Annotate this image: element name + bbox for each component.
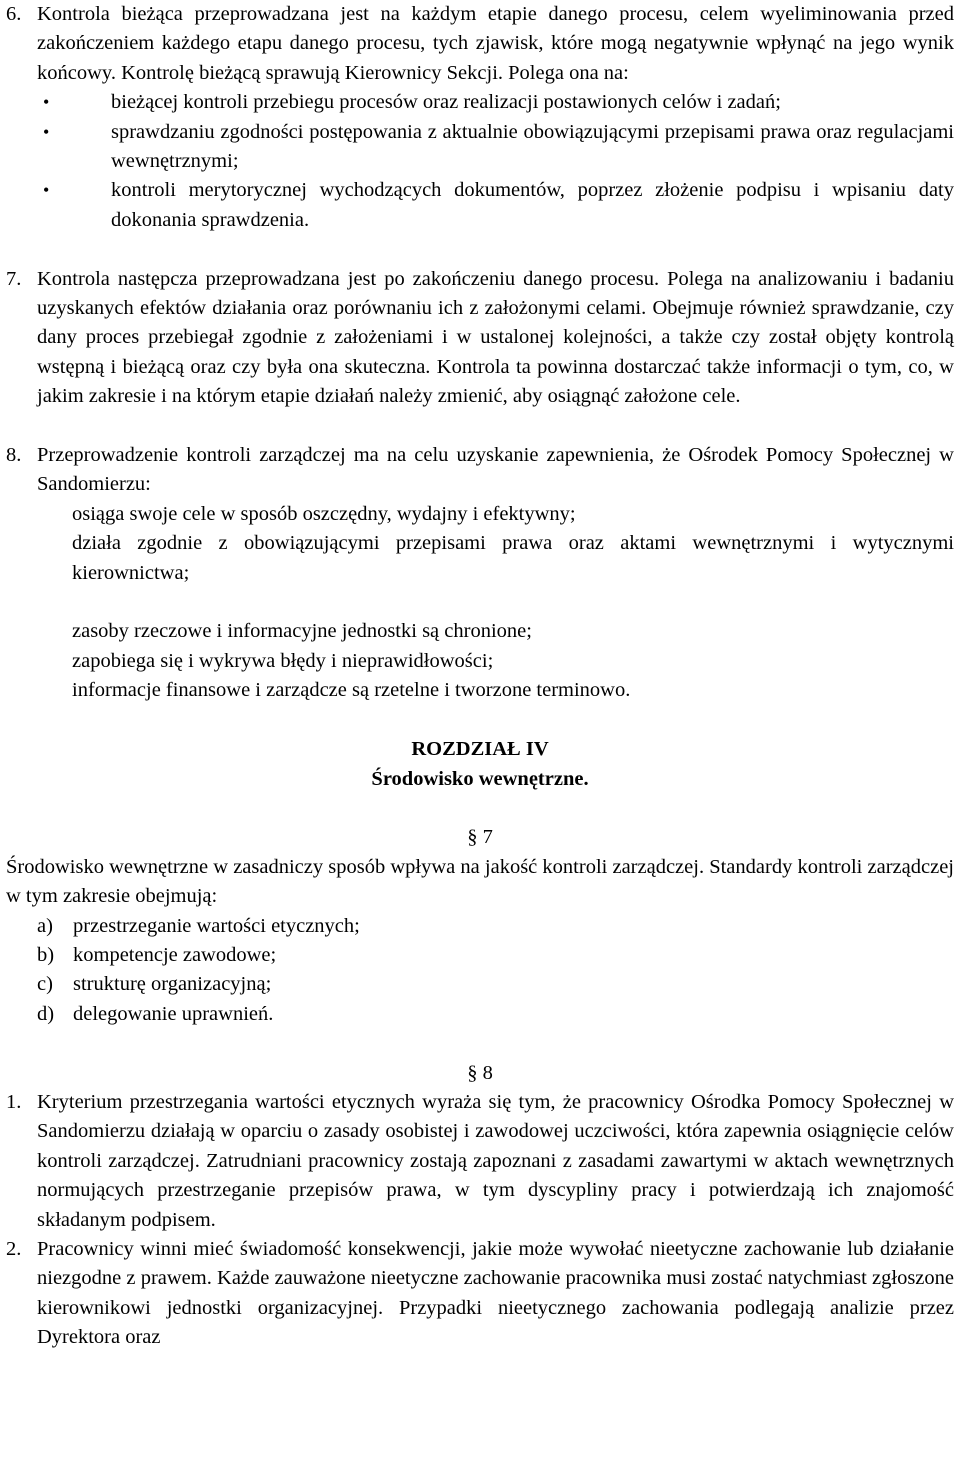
bullet-item	[37, 88, 954, 117]
spacer	[72, 588, 954, 617]
spacer	[6, 412, 954, 441]
item-7-text: Kontrola następcza przeprowadzana jest po zakończeniu danego procesu. Polega na analizowaniu i badaniu uzyskanych efektów działania oraz porównaniu ich z założonymi celami. Obejmuje również sprawdzanie, czy dany proces przebiegał zgodnie z założeniami i w ustalonej kolejności, a także czy został objęty kontrolą wstępną i bieżącą oraz czy była ona skuteczna. Kontrola ta powinna dostarczać także informacji o tym, co, w jakim zakresie i na którym etapie działań należy zmienić, aby osiągnąć założone cele.	[37, 267, 954, 408]
list-letter: c)	[37, 973, 53, 996]
standards-list	[6, 912, 954, 1030]
point-text: Pracownicy winni mieć świadomość konsekwencji, jakie może wywołać nieetyczne zachowanie lub działanie niezgodne z prawem. Każde zauważone nieetyczne zachowanie pracownika musi zostać natychmiast zgłoszone kierownikowi jednostki organizacyjnej. Przypadki nieetycznego zachowania podlegają analizie przez Dyrektora oraz	[37, 1237, 954, 1349]
list-item: osiąga swoje cele w sposób oszczędny, wydajny i efektywny;	[72, 502, 576, 525]
item-number: 8.	[6, 444, 22, 467]
list-letter: d)	[37, 1002, 55, 1025]
list-text: przestrzeganie wartości etycznych;	[73, 914, 360, 937]
list-item: informacje finansowe i zarządcze są rzetelne i tworzone terminowo.	[72, 679, 631, 702]
list-item	[6, 912, 954, 941]
list-item: zapobiega się i wykrywa błędy i nieprawidłowości;	[72, 649, 494, 672]
bullet-icon	[37, 88, 111, 117]
assurance-list	[6, 500, 954, 706]
item-8	[6, 441, 954, 500]
item-number: 2.	[6, 1237, 22, 1260]
item-6-intro: Kontrola bieżąca przeprowadzana jest na każdym etapie danego procesu, celem wyeliminowania przed zakończeniem każdego etapu danego procesu, tych zjawisk, które mogą negatywnie wpłynąć na jego wynik końcowy. Kontrolę bieżącą sprawują Kierownicy Sekcji. Polega ona na:	[37, 3, 954, 84]
bullet-text: sprawdzaniu zgodności postępowania z aktualnie obowiązującymi przepisami prawa oraz regulacjami wewnętrznymi;	[111, 120, 954, 173]
section-8-point-2	[6, 1235, 954, 1353]
list-item: działa zgodnie z obowiązującymi przepisami prawa oraz aktami wewnętrznymi i wytycznymi kierownictwa;	[72, 532, 954, 584]
section-7-text: Środowisko wewnętrzne w zasadniczy sposób wpływa na jakość kontroli zarządczej. Standardy kontroli zarządczej w tym zakresie obejmują:	[6, 855, 954, 908]
list-item: zasoby rzeczowe i informacyjne jednostki są chronione;	[72, 620, 532, 643]
list-item	[6, 1000, 954, 1029]
paragraph-mark: §	[467, 1061, 483, 1084]
list-letter: a)	[37, 914, 53, 937]
bullet-text: kontroli merytorycznej wychodzących dokumentów, poprzez złożenie podpisu i wpisaniu daty dokonania sprawdzenia.	[111, 179, 954, 231]
spacer	[6, 1029, 954, 1058]
chapter-title: ROZDZIAŁ IV	[411, 738, 549, 761]
list-item	[6, 970, 954, 999]
list-letter: b)	[37, 943, 55, 966]
list-item	[6, 941, 954, 970]
list-text: delegowanie uprawnień.	[73, 1002, 274, 1025]
chapter-subtitle: Środowisko wewnętrzne.	[371, 767, 589, 790]
point-text: Kryterium przestrzegania wartości etycznych wyraża się tym, że pracownicy Ośrodka Pomocy Społecznej w Sandomierzu działają w oparciu o zasady osobistej i zawodowej uczciwości, która zapewnia osiągnięcie celów kontroli zarządczej. Zatrudniani pracownicy zostają zapoznani z zasadami zawartymi w aktach wewnętrznych normujących przestrzeganie przepisów prawa, w tym dyscypliny pracy i potwierdzają ich znajomość składanym podpisem.	[37, 1090, 954, 1231]
item-number: 7.	[6, 267, 22, 290]
item-number: 1.	[6, 1090, 22, 1113]
section-number: 8	[482, 1061, 493, 1084]
spacer	[6, 235, 954, 264]
bullet-item	[37, 118, 954, 177]
bullet-item	[37, 176, 954, 235]
bullet-text: bieżącej kontroli przebiegu procesów oraz realizacji postawionych celów i zadań;	[111, 91, 781, 114]
spacer	[6, 706, 954, 735]
item-number: 6.	[6, 3, 22, 25]
paragraph-mark: §	[467, 826, 483, 849]
list-text: strukturę organizacyjną;	[73, 973, 272, 996]
bullet-icon	[37, 118, 111, 177]
section-sign-7	[6, 823, 954, 852]
item-7	[6, 265, 954, 412]
section-number: 7	[482, 826, 493, 849]
item-8-text: Przeprowadzenie kontroli zarządczej ma na celu uzyskanie zapewnienia, że Ośrodek Pomocy Społecznej w Sandomierzu:	[37, 444, 954, 496]
item-6	[6, 0, 954, 88]
bullet-list	[6, 88, 954, 235]
list-text: kompetencje zawodowe;	[73, 943, 277, 966]
section-sign-8	[6, 1059, 954, 1088]
spacer	[6, 794, 954, 823]
bullet-icon	[37, 176, 111, 235]
section-8-point-1	[6, 1088, 954, 1235]
